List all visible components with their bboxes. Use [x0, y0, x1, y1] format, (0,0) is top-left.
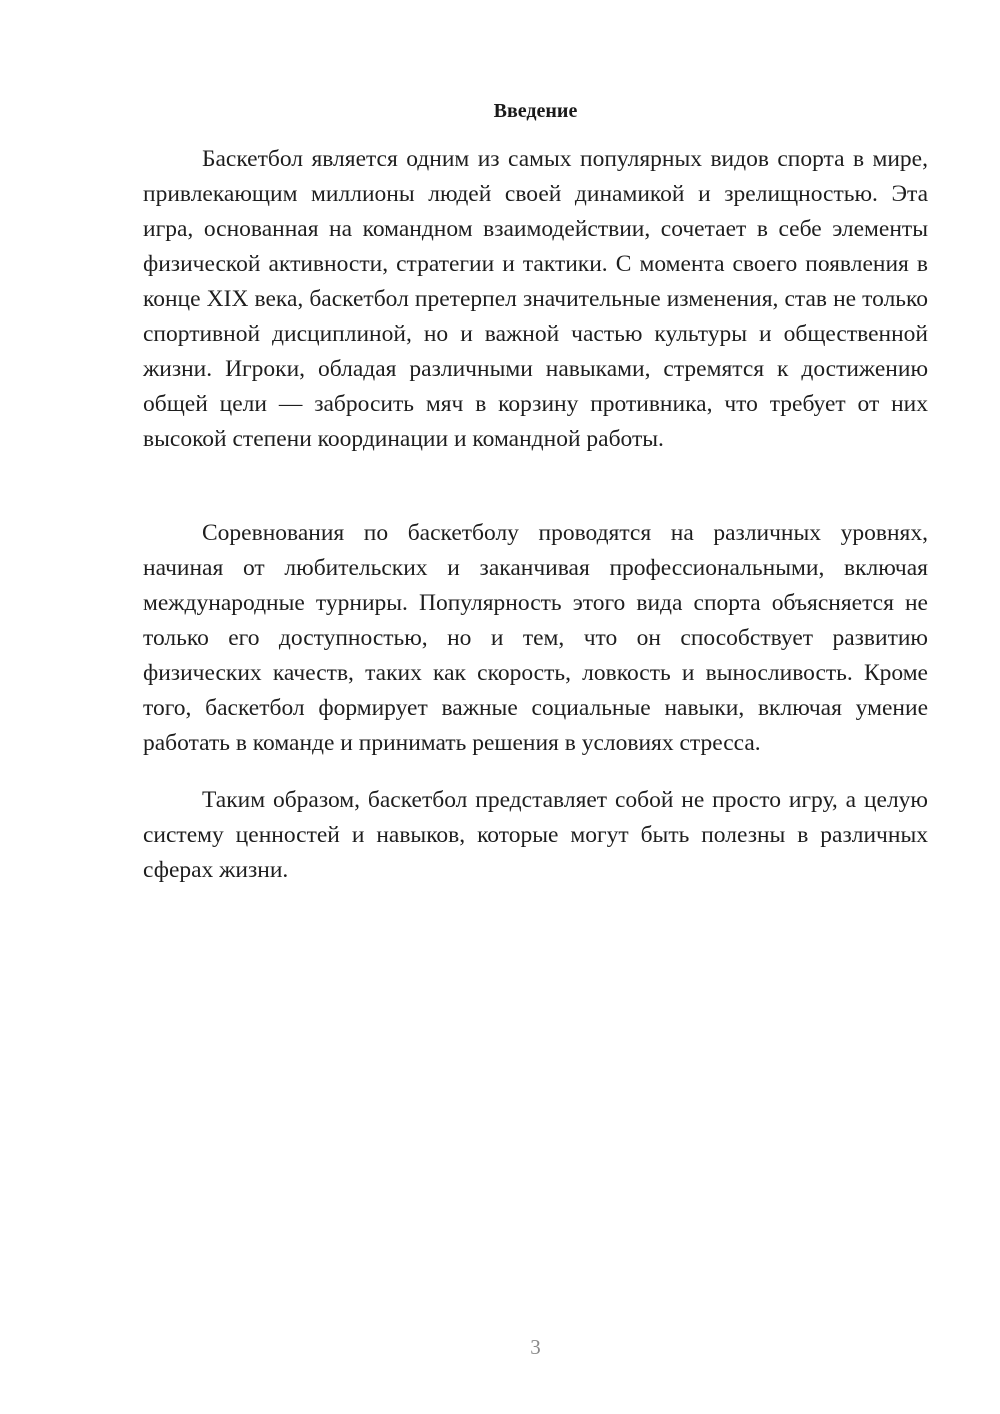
paragraph: Таким образом, баскетбол представляет собой не просто игру, а целую систему ценностей и навыков, которые могут быть полезны в различных сферах жизни.	[143, 787, 928, 883]
paragraph: Баскетбол является одним из самых популярных видов спорта в мире, привлекающим миллионы людей своей динамикой и зрелищностью. Эта игра, основанная на командном взаимодействии, сочетает в себе элементы физической активности, стратегии и тактики. С момента своего появления в конце XIX века, баскетбол претерпел значительные изменения, став не только спортивной дисциплиной, но и важной частью культуры и общественной жизни. Игроки, обладая различными навыками, стремятся к достижению общей цели — забросить мяч в корзину противника, что требует от них высокой степени координации и командной работы.	[143, 146, 928, 452]
section-heading: Введение	[493, 100, 578, 122]
paragraph: Соревнования по баскетболу проводятся на различных уровнях, начиная от любительских и заканчивая профессиональными, включая международные турниры. Популярность этого вида спорта объясняется не только его доступностью, но и тем, что он способствует развитию физических качеств, таких как скорость, ловкость и выносливость. Кроме того, баскетбол формирует важные социальные навыки, включая умение работать в команде и принимать решения в условиях стресса.	[143, 520, 928, 756]
page-number: 3	[530, 1335, 541, 1359]
